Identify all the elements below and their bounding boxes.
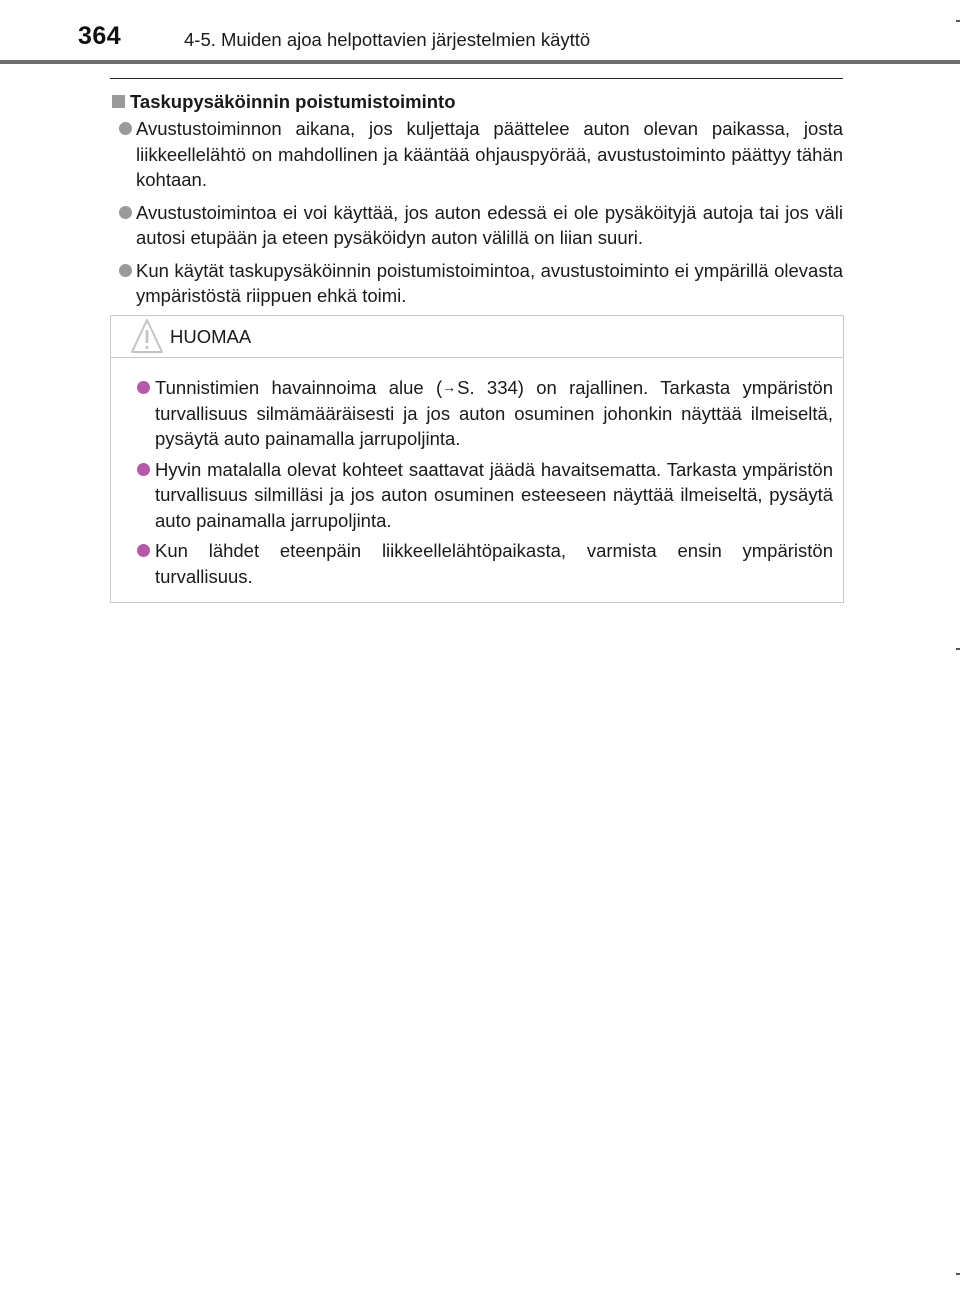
crop-mark	[956, 648, 960, 650]
notice-title: HUOMAA	[170, 326, 252, 347]
list-item-text: Avustustoiminnon aikana, jos kuljettaja päättelee auton olevan paikassa, josta liikkeellelähtö on mahdollinen ja kääntää ohjauspyörää, avustustoiminto päättyy tähän kohtaan.	[136, 118, 843, 190]
list-item	[110, 116, 843, 193]
section-rule	[110, 78, 843, 79]
notice-header	[111, 316, 843, 358]
notice-item-text: Tunnistimien havainnoima alue (	[155, 377, 443, 398]
list-item	[110, 258, 843, 309]
bullet-dot-icon	[119, 206, 132, 219]
crop-mark	[956, 1273, 960, 1275]
bullet-dot-icon	[119, 122, 132, 135]
section	[110, 78, 843, 316]
notice-list	[111, 358, 843, 589]
chapter-title: 4-5. Muiden ajoa helpottavien järjestelmien käyttö	[184, 29, 591, 50]
page-number: 364	[78, 22, 122, 50]
list-item	[110, 200, 843, 251]
crop-mark	[956, 20, 960, 22]
square-bullet-icon	[112, 95, 125, 108]
bullet-dot-icon	[137, 381, 150, 394]
notice-item-text: Hyvin matalalla olevat kohteet saattavat jäädä havaitsematta. Tarkasta ympäristön turvallisuus silmilläsi ja jos auton osuminen esteeseen näyttää ilmeiseltä, pysäytä auto painamalla jarrupoljinta.	[155, 458, 833, 531]
notice-item	[155, 457, 833, 534]
list-item-text: Avustustoimintoa ei voi käyttää, jos auton edessä ei ole pysäköityjä autoja tai jos väli autosi etupään ja eteen pysäköidyn auton välillä on liian suuri.	[136, 201, 843, 248]
page-reference: S. 334) on rajallinen. Tarkasta ympäristön turvallisuus silmämääräisesti ja jos auton osuminen johonkin näyttää ilmeiseltä, pysäytä auto painamalla jarrupoljinta.	[155, 377, 833, 449]
section-heading	[110, 90, 843, 114]
bullet-list	[110, 116, 843, 309]
section-heading-text: Taskupysäköinnin poistumistoiminto	[130, 91, 456, 112]
bullet-dot-icon	[119, 264, 132, 277]
warning-triangle-icon	[130, 318, 164, 354]
header-rule	[0, 60, 960, 64]
bullet-dot-icon	[137, 544, 150, 557]
bullet-dot-icon	[137, 463, 150, 476]
notice-item	[155, 538, 833, 589]
list-item-text: Kun käytät taskupysäköinnin poistumistoimintoa, avustustoiminto ei ympärillä olevasta ympäristöstä riippuen ehkä toimi.	[136, 259, 843, 306]
arrow-right-icon: →	[442, 379, 457, 395]
notice-item	[155, 375, 833, 452]
notice-box	[110, 315, 844, 603]
page-header	[0, 0, 960, 64]
notice-item-text: Kun lähdet eteenpäin liikkeellelähtöpaikasta, varmista ensin ympäristön turvallisuus.	[155, 540, 833, 587]
